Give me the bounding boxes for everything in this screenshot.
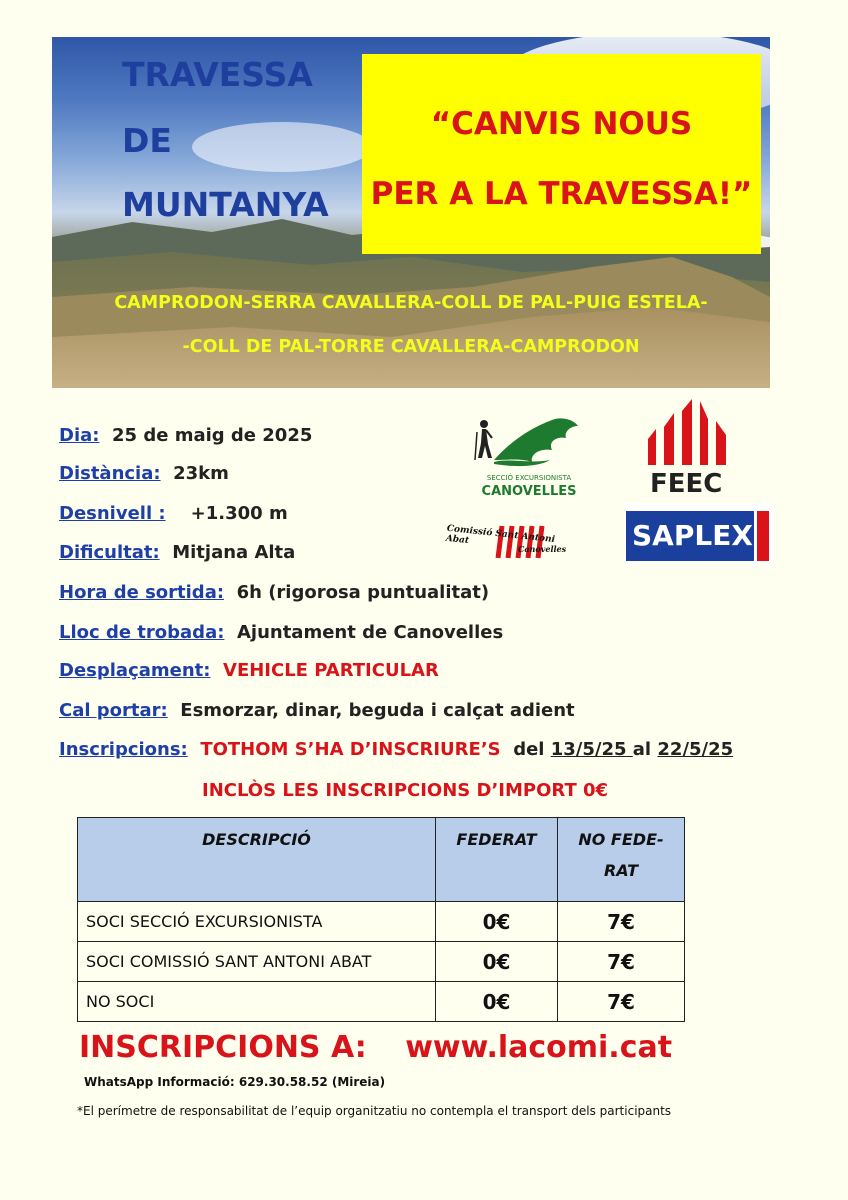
announcement-banner	[362, 54, 761, 254]
lloc-value: Ajuntament de Canovelles	[236, 622, 504, 643]
col-no-federat-2: RAT	[603, 861, 639, 880]
detail-hora	[59, 582, 489, 603]
portar-label: Cal portar:	[59, 700, 168, 721]
inscripcions-to: 22/5/25	[657, 739, 734, 760]
detail-desplacament	[59, 660, 439, 681]
fees-table	[77, 817, 685, 1022]
comissio-logo	[446, 522, 566, 560]
dia-label: Dia:	[59, 425, 100, 446]
lloc-label: Lloc de trobada:	[59, 622, 225, 643]
table-header-row	[78, 818, 685, 902]
row-federat: 0€	[436, 942, 558, 982]
detail-dia	[59, 425, 312, 446]
detail-lloc	[59, 622, 503, 643]
canovelles-logo-line2: CANOVELLES	[481, 484, 577, 499]
portar-value: Esmorzar, dinar, beguda i calçat adient	[180, 700, 575, 721]
row-federat: 0€	[436, 902, 558, 942]
banner-line-1: “CANVIS NOUS	[430, 106, 693, 142]
disclaimer: *El perímetre de responsabilitat de l’equip organitzatiu no contempla el transport dels participants	[77, 1104, 672, 1118]
website-link[interactable]: www.lacomi.cat	[405, 1030, 673, 1065]
dificultat-value: Mitjana Alta	[172, 542, 296, 563]
distancia-label: Distància:	[59, 463, 161, 484]
saplex-text: SAPLEX	[632, 519, 753, 552]
col-no-federat	[558, 818, 685, 902]
row-no-federat: 7€	[558, 982, 685, 1022]
saplex-logo	[624, 503, 774, 565]
col-descripcio: DESCRIPCIÓ	[78, 818, 436, 902]
feec-text: FEEC	[650, 469, 723, 499]
hero-photo	[52, 37, 770, 388]
detail-distancia	[59, 463, 229, 484]
inscripcions-al: al	[632, 739, 652, 760]
saplex-red-bar	[757, 511, 769, 561]
desplacament-label: Desplaçament:	[59, 660, 211, 681]
inscripcions-label: Inscripcions:	[59, 739, 188, 760]
detail-portar	[59, 700, 575, 721]
inscripcions-footer	[79, 1030, 672, 1065]
inscripcions-a-label: INSCRIPCIONS A:	[79, 1030, 367, 1065]
desplacament-value: VEHICLE PARTICULAR	[223, 660, 439, 681]
feec-peaks-icon	[642, 399, 752, 467]
table-row	[78, 902, 685, 942]
title-line-3: MUNTANYA	[122, 185, 329, 224]
title-line-2: DE	[122, 121, 172, 160]
inscripcions-del: del	[513, 739, 545, 760]
dificultat-label: Dificultat:	[59, 542, 160, 563]
detail-inscripcions	[59, 739, 733, 760]
hora-label: Hora de sortida:	[59, 582, 225, 603]
row-federat: 0€	[436, 982, 558, 1022]
route-line-1: CAMPRODON-SERRA CAVALLERA-COLL DE PAL-PUIG ESTELA-	[114, 293, 708, 313]
table-row	[78, 942, 685, 982]
row-descripcio: NO SOCI	[78, 982, 436, 1022]
distancia-value: 23km	[173, 463, 229, 484]
whatsapp-info: WhatsApp Informació: 629.30.58.52 (Mireia)	[84, 1075, 386, 1089]
comissio-line2: Canovelles	[518, 544, 567, 554]
row-descripcio: SOCI SECCIÓ EXCURSIONISTA	[78, 902, 436, 942]
feec-logo	[642, 399, 752, 499]
dia-value: 25 de maig de 2025	[112, 425, 313, 446]
inscripcions-from: 13/5/25	[550, 739, 633, 760]
desnivell-label: Desnivell :	[59, 503, 166, 524]
route-line-2: -COLL DE PAL-TORRE CAVALLERA-CAMPRODON	[182, 337, 640, 357]
row-no-federat: 7€	[558, 942, 685, 982]
col-federat: FEDERAT	[436, 818, 558, 902]
col-no-federat-1: NO FEDE-	[578, 830, 664, 849]
row-descripcio: SOCI COMISSIÓ SANT ANTONI ABAT	[78, 942, 436, 982]
detail-dificultat	[59, 542, 295, 563]
table-row	[78, 982, 685, 1022]
banner-line-2: PER A LA TRAVESSA!”	[370, 176, 753, 212]
desnivell-value: +1.300 m	[190, 503, 288, 524]
comissio-line1: Comissió Sant Antoni Abat	[445, 523, 556, 547]
canovelles-logo-line1: SECCIÓ EXCURSIONISTA	[486, 474, 572, 482]
inscripcions-value: TOTHOM S’HA D’INSCRIURE’S	[200, 739, 501, 760]
hora-value: 6h (rigorosa puntualitat)	[236, 582, 490, 603]
title-line-1: TRAVESSA	[122, 55, 313, 94]
import-note: INCLÒS LES INSCRIPCIONS D’IMPORT 0€	[202, 780, 609, 801]
detail-desnivell	[59, 503, 288, 524]
hiker-mountain-icon	[470, 412, 588, 472]
canovelles-logo	[470, 412, 588, 502]
row-no-federat: 7€	[558, 902, 685, 942]
